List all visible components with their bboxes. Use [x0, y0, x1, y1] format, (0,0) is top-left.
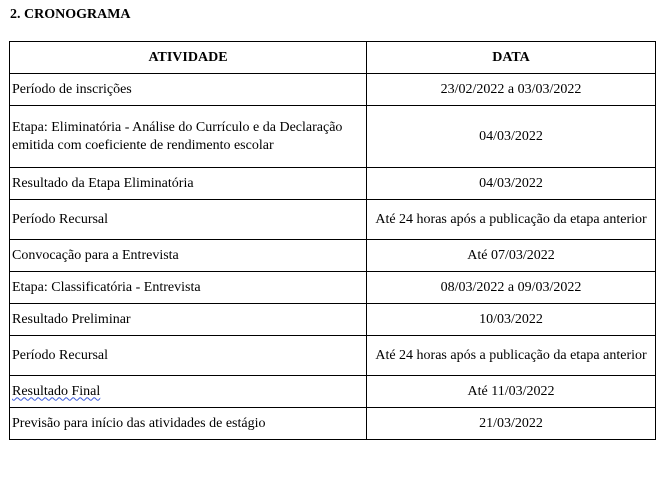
activity-cell: Previsão para início das atividades de estágio	[10, 408, 367, 440]
table-row	[10, 336, 656, 376]
date-cell: 04/03/2022	[367, 106, 656, 168]
date-cell: 21/03/2022	[367, 408, 656, 440]
date-cell: Até 24 horas após a publicação da etapa anterior	[367, 336, 656, 376]
activity-column-header: ATIVIDADE	[10, 42, 367, 74]
table-row	[10, 408, 656, 440]
date-cell: 10/03/2022	[367, 304, 656, 336]
activity-cell: Período Recursal	[10, 336, 367, 376]
activity-cell: Período de inscrições	[10, 74, 367, 106]
table-row	[10, 106, 656, 168]
table-row	[10, 74, 656, 106]
table-row	[10, 200, 656, 240]
date-cell: 04/03/2022	[367, 168, 656, 200]
date-column-header: DATA	[367, 42, 656, 74]
spellcheck-marked-text: Resultado Final	[12, 383, 101, 399]
table-row	[10, 272, 656, 304]
activity-cell: Convocação para a Entrevista	[10, 240, 367, 272]
date-cell: Até 11/03/2022	[367, 376, 656, 408]
schedule-table	[9, 41, 656, 440]
header-row	[10, 42, 656, 74]
table-row	[10, 304, 656, 336]
table-row	[10, 240, 656, 272]
activity-cell: Resultado da Etapa Eliminatória	[10, 168, 367, 200]
activity-cell	[10, 376, 367, 408]
date-cell: 23/02/2022 a 03/03/2022	[367, 74, 656, 106]
section-title: 2. CRONOGRAMA	[10, 7, 131, 22]
table-row	[10, 168, 656, 200]
activity-cell: Período Recursal	[10, 200, 367, 240]
date-cell: Até 07/03/2022	[367, 240, 656, 272]
table-row	[10, 376, 656, 408]
activity-cell: Resultado Preliminar	[10, 304, 367, 336]
date-cell: 08/03/2022 a 09/03/2022	[367, 272, 656, 304]
activity-cell: Etapa: Classificatória - Entrevista	[10, 272, 367, 304]
date-cell: Até 24 horas após a publicação da etapa anterior	[367, 200, 656, 240]
activity-cell: Etapa: Eliminatória - Análise do Currículo e da Declaração emitida com coeficiente de rendimento escolar	[10, 106, 367, 168]
